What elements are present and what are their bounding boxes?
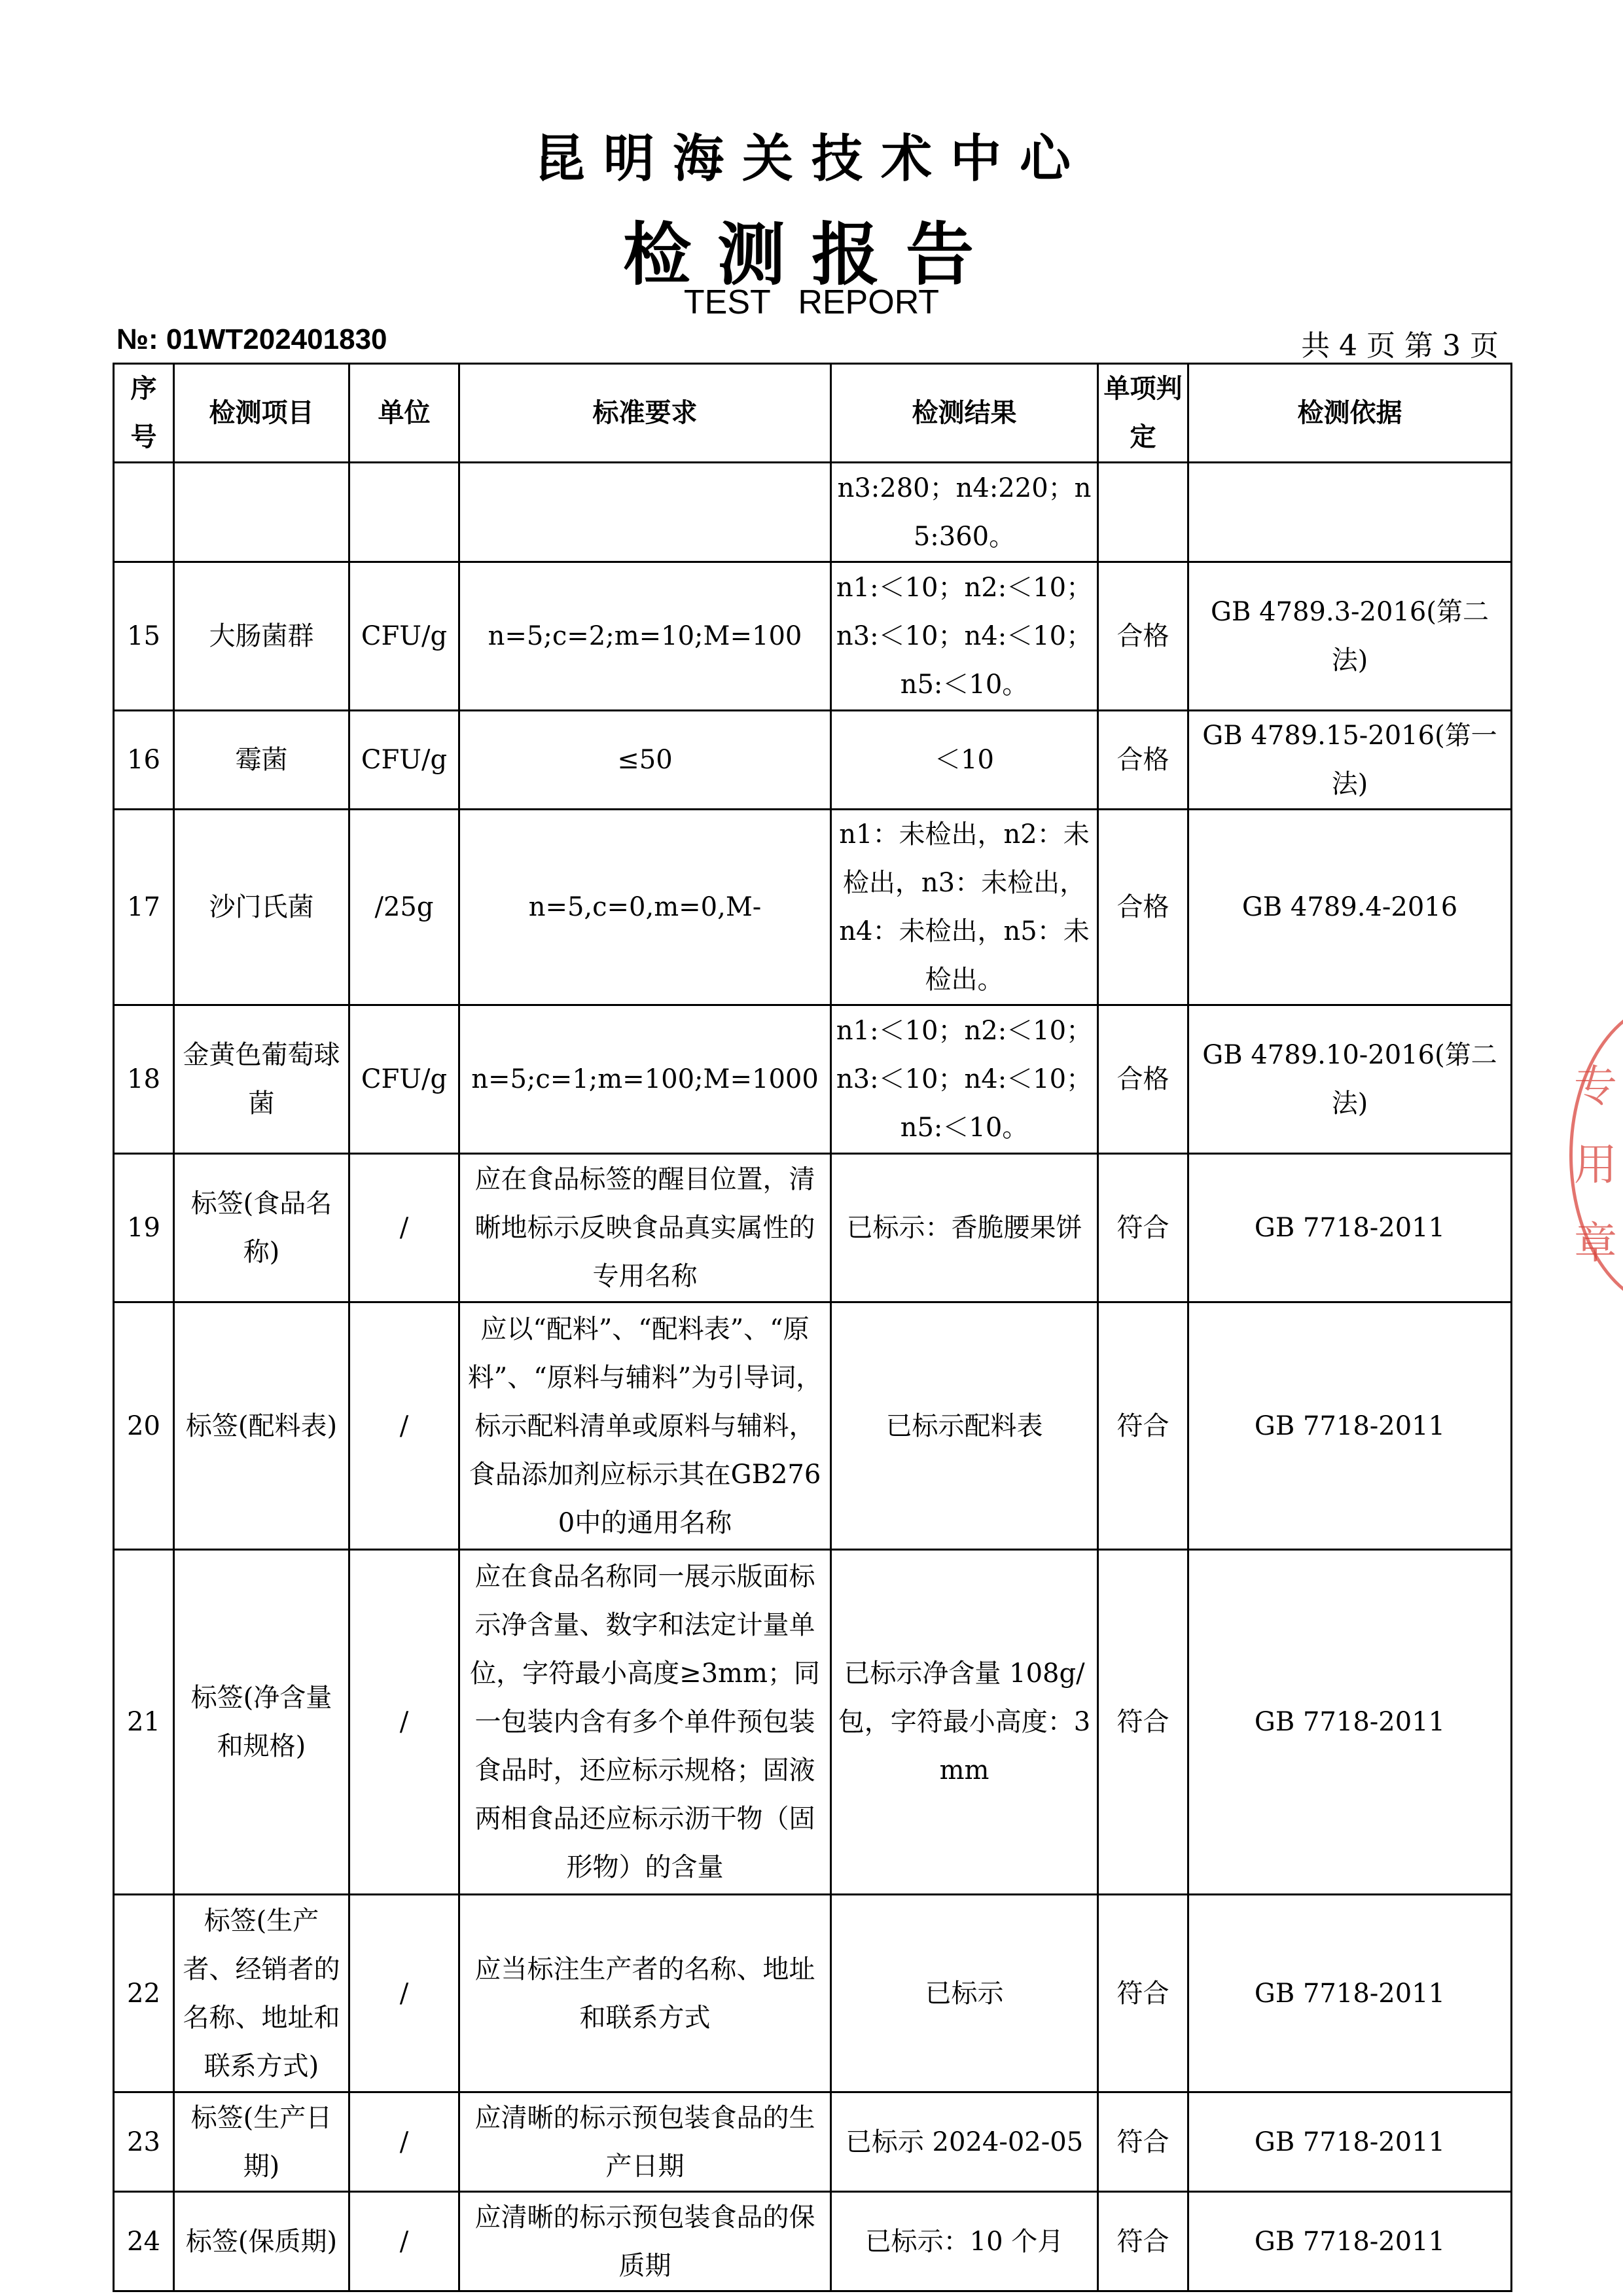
cell-index: 21: [114, 1550, 174, 1895]
cell-unit: /: [349, 2092, 459, 2192]
report-subtitle: TEST REPORT: [683, 283, 940, 321]
cell-requirement: 应当标注生产者的名称、地址和联系方式: [459, 1895, 831, 2092]
cell-requirement: n=5;c=2;m=10;M=100: [459, 562, 831, 711]
cell-basis: GB 7718-2011: [1188, 2192, 1512, 2291]
cell-item: 霉菌: [174, 711, 349, 810]
test-results-table: [113, 363, 1512, 2292]
cell-result: 已标示净含量 108g/包，字符最小高度：3mm: [831, 1550, 1098, 1895]
header-requirement: 标准要求: [459, 364, 831, 463]
cell-verdict: 符合: [1098, 1302, 1188, 1550]
cell-requirement: 应在食品标签的醒目位置，清晰地标示反映食品真实属性的专用名称: [459, 1154, 831, 1302]
header-item: 检测项目: [174, 364, 349, 463]
cell-unit: /: [349, 2192, 459, 2291]
table-row: [114, 810, 1512, 1005]
table-header-row: [114, 364, 1512, 463]
cell-item: 金黄色葡萄球菌: [174, 1005, 349, 1154]
cell-requirement: n=5,c=0,m=0,M-: [459, 810, 831, 1005]
cell-verdict: 符合: [1098, 2192, 1188, 2291]
header-index: 序号: [114, 364, 174, 463]
cell-index: 23: [114, 2092, 174, 2192]
cell-index: 24: [114, 2192, 174, 2291]
table-row: [114, 1005, 1512, 1154]
cell-index: [114, 463, 174, 562]
cell-unit: /: [349, 1550, 459, 1895]
cell-result: 已标示：10 个月: [831, 2192, 1098, 2291]
cell-index: 17: [114, 810, 174, 1005]
cell-verdict: [1098, 463, 1188, 562]
cell-basis: GB 4789.15-2016(第一法): [1188, 711, 1512, 810]
cell-basis: [1188, 463, 1512, 562]
cell-requirement: ≤50: [459, 711, 831, 810]
cell-item: 标签(生产日期): [174, 2092, 349, 2192]
cell-verdict: 符合: [1098, 2092, 1188, 2192]
cell-requirement: 应清晰的标示预包装食品的保质期: [459, 2192, 831, 2291]
cell-basis: GB 4789.10-2016(第二法): [1188, 1005, 1512, 1154]
cell-requirement: 应清晰的标示预包装食品的生产日期: [459, 2092, 831, 2192]
cell-result: 已标示 2024-02-05: [831, 2092, 1098, 2192]
cell-unit: [349, 463, 459, 562]
cell-result: n1：未检出，n2：未检出，n3：未检出，n4：未检出，n5：未检出。: [831, 810, 1098, 1005]
cell-item: [174, 463, 349, 562]
cell-result: n1:＜10；n2:＜10；n3:＜10；n4:＜10；n5:＜10。: [831, 1005, 1098, 1154]
header-verdict: 单项判定: [1098, 364, 1188, 463]
cell-item: 标签(生产者、经销者的名称、地址和联系方式): [174, 1895, 349, 2092]
cell-basis: GB 7718-2011: [1188, 1895, 1512, 2092]
cell-result: n1:＜10；n2:＜10；n3:＜10；n4:＜10；n5:＜10。: [831, 562, 1098, 711]
cell-basis: GB 7718-2011: [1188, 1154, 1512, 1302]
cell-index: 16: [114, 711, 174, 810]
table-row: [114, 711, 1512, 810]
page-indicator: 共 4 页 第 3 页: [1301, 329, 1499, 363]
cell-unit: /: [349, 1895, 459, 2092]
report-title: 检测报告: [622, 214, 1000, 295]
cell-unit: /: [349, 1154, 459, 1302]
cell-result: 已标示配料表: [831, 1302, 1098, 1550]
cell-verdict: 合格: [1098, 1005, 1188, 1154]
table-row: [114, 2092, 1512, 2192]
report-number: №: 01WT202401830: [116, 323, 387, 355]
cell-unit: /: [349, 1302, 459, 1550]
cell-index: 20: [114, 1302, 174, 1550]
cell-verdict: 符合: [1098, 1895, 1188, 2092]
cell-basis: GB 7718-2011: [1188, 1302, 1512, 1550]
cell-basis: GB 4789.3-2016(第二法): [1188, 562, 1512, 711]
cell-index: 18: [114, 1005, 174, 1154]
cell-verdict: 符合: [1098, 1550, 1188, 1895]
cell-verdict: 合格: [1098, 711, 1188, 810]
cell-index: 19: [114, 1154, 174, 1302]
table-row: [114, 562, 1512, 711]
cell-basis: GB 4789.4-2016: [1188, 810, 1512, 1005]
header-basis: 检测依据: [1188, 364, 1512, 463]
cell-unit: CFU/g: [349, 711, 459, 810]
cell-item: 标签(保质期): [174, 2192, 349, 2291]
cell-basis: GB 7718-2011: [1188, 1550, 1512, 1895]
table-row: [114, 1550, 1512, 1895]
table-row: [114, 1302, 1512, 1550]
header-unit: 单位: [349, 364, 459, 463]
cell-requirement: [459, 463, 831, 562]
cell-item: 标签(配料表): [174, 1302, 349, 1550]
table-row: [114, 1154, 1512, 1302]
cell-verdict: 符合: [1098, 1154, 1188, 1302]
cell-requirement: 应在食品名称同一展示版面标示净含量、数字和法定计量单位，字符最小高度≥3mm；同一包装内含有多个单件预包装食品时，还应标示规格；固液两相食品还应标示沥干物（固形物）的含量: [459, 1550, 831, 1895]
cell-index: 22: [114, 1895, 174, 2092]
cell-item: 沙门氏菌: [174, 810, 349, 1005]
cell-result: 已标示：香脆腰果饼: [831, 1154, 1098, 1302]
cell-verdict: 合格: [1098, 562, 1188, 711]
table-row: [114, 463, 1512, 562]
cell-requirement: n=5;c=1;m=100;M=1000: [459, 1005, 831, 1154]
cell-result: n3:280；n4:220；n5:360。: [831, 463, 1098, 562]
cell-result: 已标示: [831, 1895, 1098, 2092]
cell-verdict: 合格: [1098, 810, 1188, 1005]
cell-item: 标签(食品名称): [174, 1154, 349, 1302]
seal-text: 专用章: [1574, 1061, 1617, 1268]
cell-index: 15: [114, 562, 174, 711]
cell-item: 大肠菌群: [174, 562, 349, 711]
cell-unit: CFU/g: [349, 562, 459, 711]
organization-name: 昆明海关技术中心: [533, 129, 1089, 188]
cell-result: ＜10: [831, 711, 1098, 810]
table-row: [114, 2192, 1512, 2291]
cell-unit: CFU/g: [349, 1005, 459, 1154]
header-result: 检测结果: [831, 364, 1098, 463]
cell-unit: /25g: [349, 810, 459, 1005]
cell-basis: GB 7718-2011: [1188, 2092, 1512, 2192]
cell-requirement: 应以“配料”、“配料表”、“原料”、“原料与辅料”为引导词，标示配料清单或原料与辅料，食品添加剂应标示其在GB2760中的通用名称: [459, 1302, 831, 1550]
table-row: [114, 1895, 1512, 2092]
cell-item: 标签(净含量和规格): [174, 1550, 349, 1895]
